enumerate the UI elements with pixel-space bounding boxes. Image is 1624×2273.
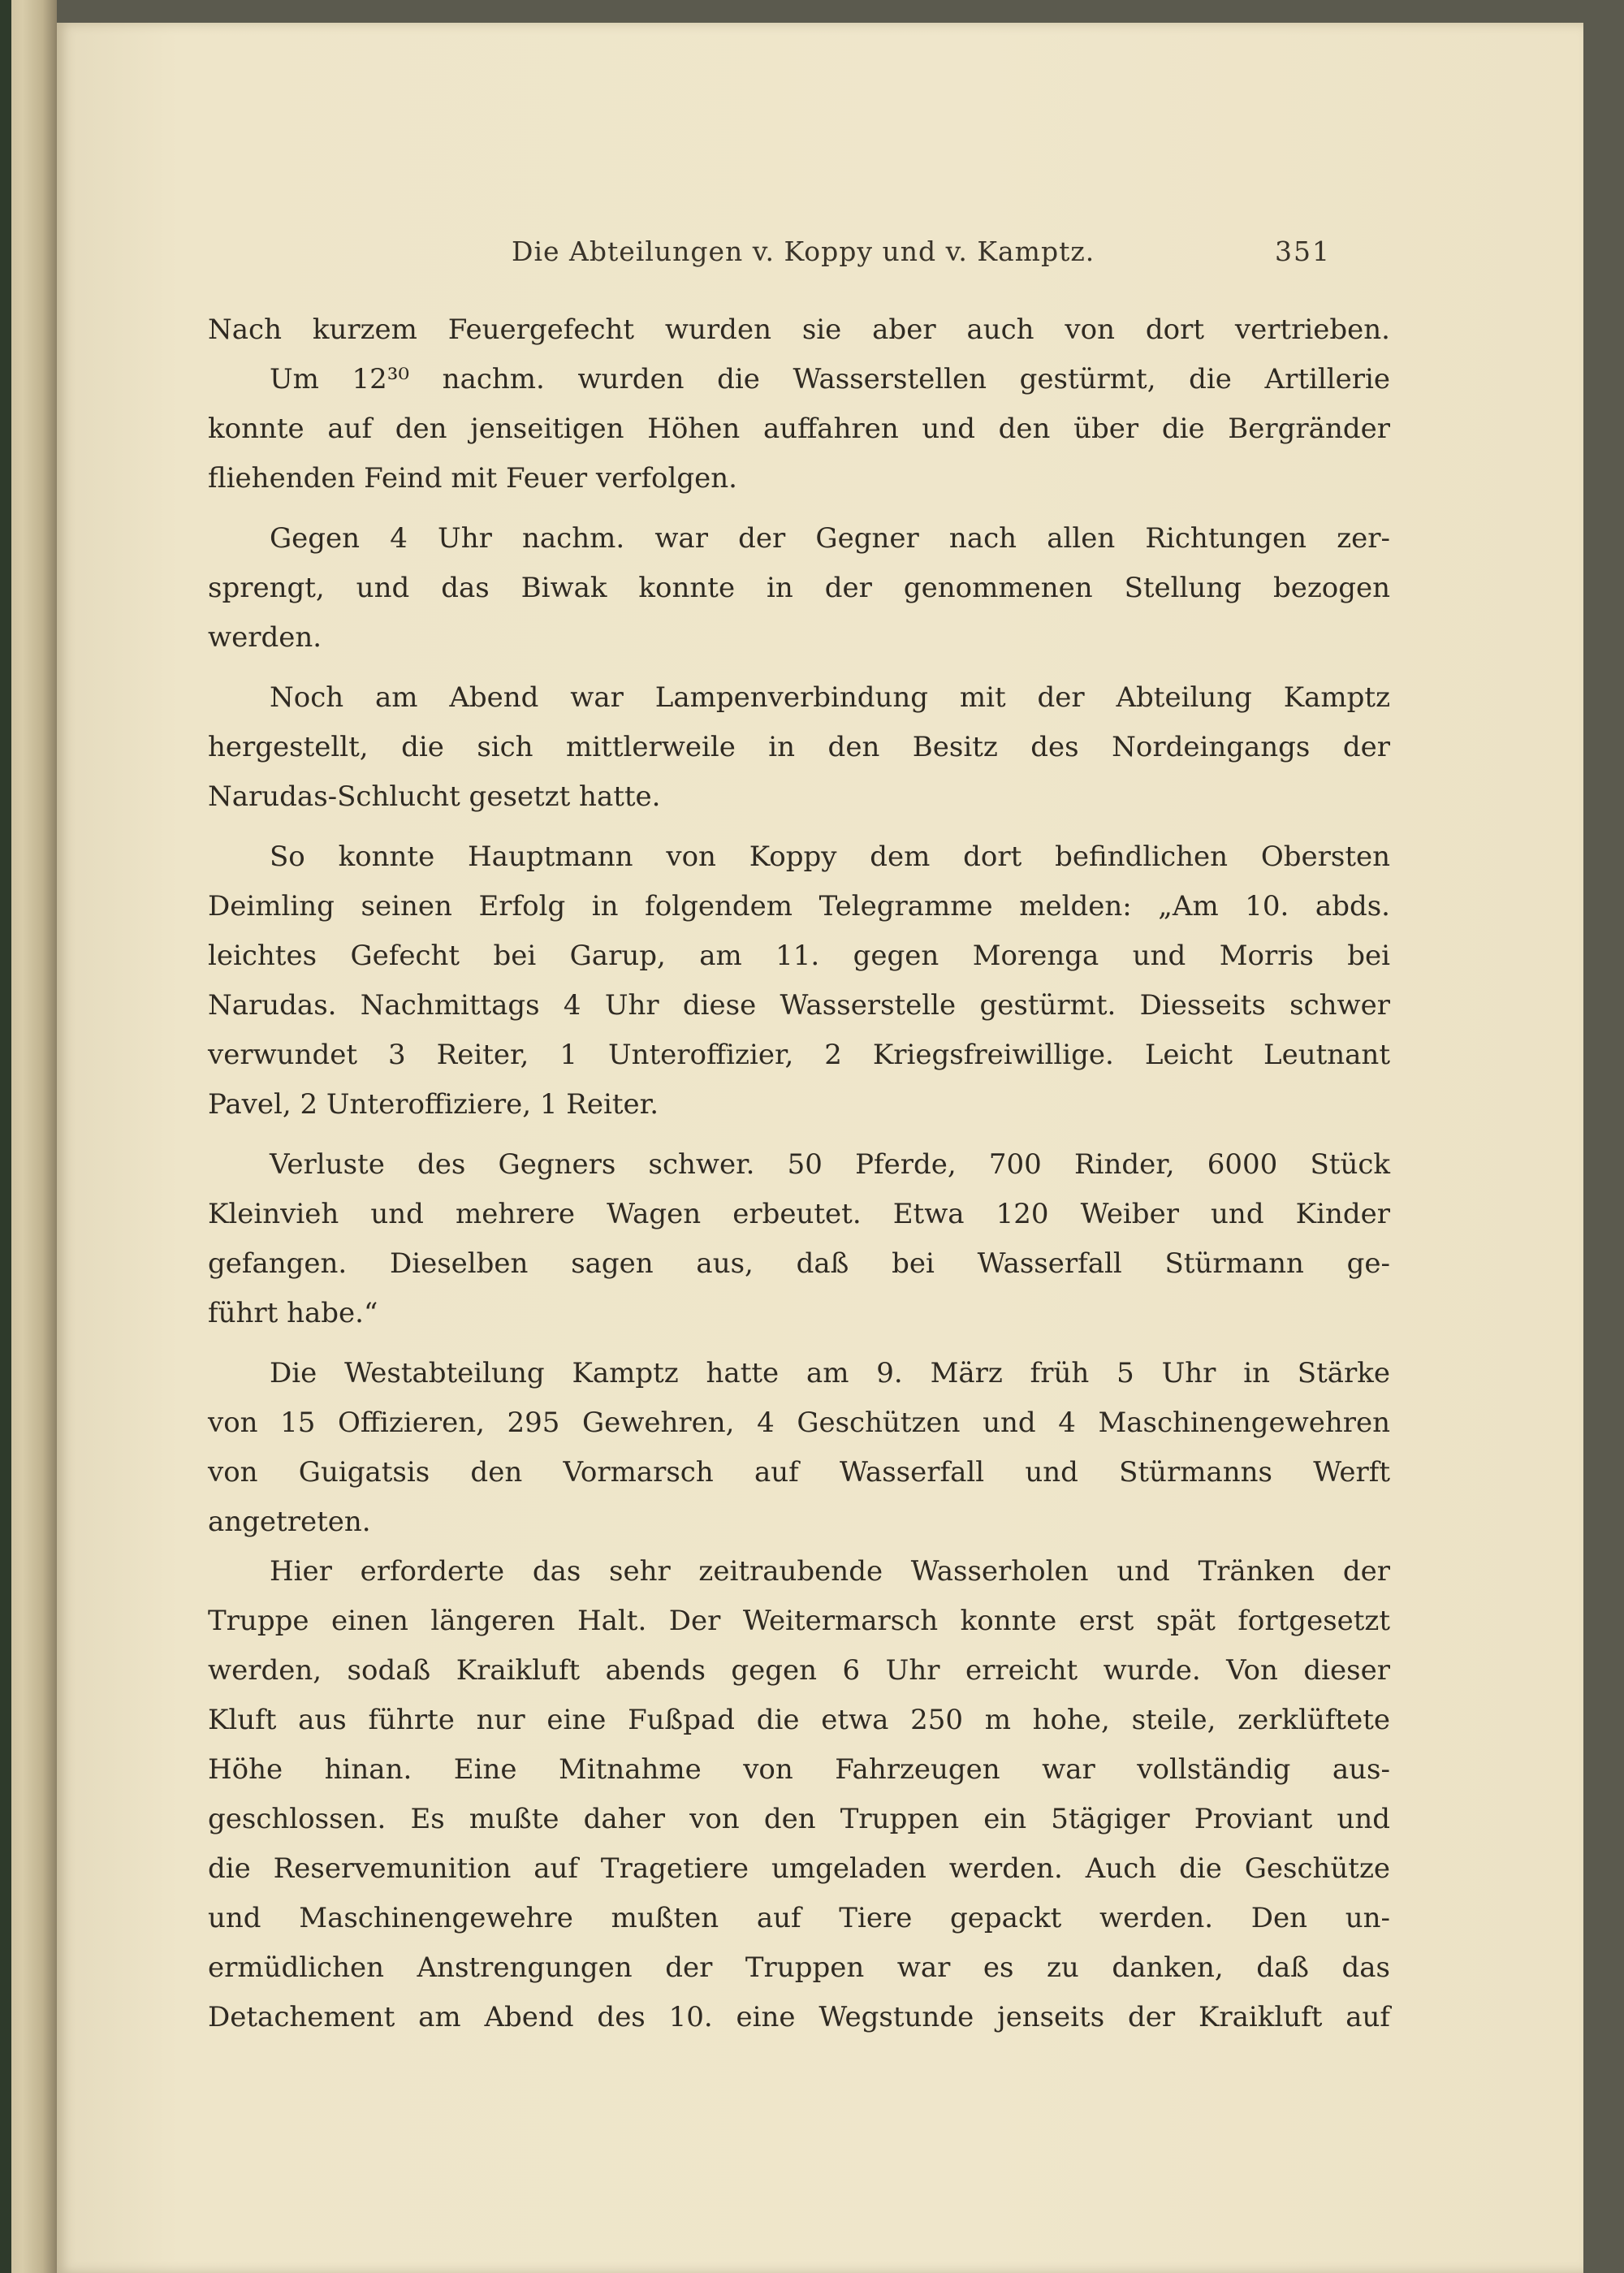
body-text <box>208 305 1390 2042</box>
page-number: 351 <box>1275 236 1331 267</box>
text-line: Um 12³⁰ nachm. wurden die Wasserstellen gestürmt, die Artillerie <box>270 363 1390 395</box>
binding-strip <box>0 0 11 2273</box>
book-page <box>57 23 1583 2273</box>
text-line: werden, sodaß Kraikluft abends gegen 6 Uhr erreicht wurde. Von dieser <box>208 1654 1390 1687</box>
text-line: konnte auf den jenseitigen Höhen auffahren und den über die Bergränder <box>208 413 1390 445</box>
text-line: Die Westabteilung Kamptz hatte am 9. März früh 5 Uhr in Stärke <box>270 1357 1390 1389</box>
text-line: angetreten. <box>208 1506 371 1538</box>
text-line: Höhe hinan. Eine Mitnahme von Fahrzeugen war vollständig aus- <box>208 1753 1390 1786</box>
text-line: und Maschinengewehre mußten auf Tiere gepackt werden. Den un- <box>208 1902 1390 1934</box>
running-head <box>57 236 1583 284</box>
text-line: Hier erforderte das sehr zeitraubende Wasserholen und Tränken der <box>270 1555 1390 1588</box>
text-line: Detachement am Abend des 10. eine Wegstunde jenseits der Kraikluft auf <box>208 2001 1390 2033</box>
text-line: werden. <box>208 621 322 654</box>
text-line: Gegen 4 Uhr nachm. war der Gegner nach allen Richtungen zer- <box>270 522 1390 555</box>
text-line: Deimling seinen Erfolg in folgendem Telegramme melden: „Am 10. abds. <box>208 890 1390 923</box>
text-line: von Guigatsis den Vormarsch auf Wasserfall und Stürmanns Werft <box>208 1456 1390 1489</box>
text-line: ermüdlichen Anstrengungen der Truppen war es zu danken, daß das <box>208 1951 1390 1984</box>
text-line: leichtes Gefecht bei Garup, am 11. gegen Morenga und Morris bei <box>208 940 1390 972</box>
text-line: Verluste des Gegners schwer. 50 Pferde, 700 Rinder, 6000 Stück <box>270 1148 1390 1181</box>
book-binding-edge <box>0 0 57 2273</box>
text-line: sprengt, und das Biwak konnte in der genommenen Stellung bezogen <box>208 572 1390 604</box>
text-line: hergestellt, die sich mittlerweile in den Besitz des Nordeingangs der <box>208 731 1390 763</box>
text-line: Kluft aus führte nur eine Fußpad die etwa 250 m hohe, steile, zerklüftete <box>208 1704 1390 1736</box>
text-line: Narudas-Schlucht gesetzt hatte. <box>208 780 661 813</box>
text-line: So konnte Hauptmann von Koppy dem dort befindlichen Obersten <box>270 840 1390 873</box>
text-line: die Reservemunition auf Tragetiere umgeladen werden. Auch die Geschütze <box>208 1852 1390 1885</box>
text-line: gefangen. Dieselben sagen aus, daß bei Wasserfall Stürmann ge- <box>208 1247 1390 1280</box>
text-line: führt habe.“ <box>208 1297 378 1329</box>
text-line: geschlossen. Es mußte daher von den Truppen ein 5tägiger Proviant und <box>208 1803 1390 1835</box>
text-line: von 15 Offizieren, 295 Gewehren, 4 Geschützen und 4 Maschinengewehren <box>208 1407 1390 1439</box>
running-head-title: Die Abteilungen v. Koppy und v. Kamptz. <box>512 236 1095 267</box>
text-line: verwundet 3 Reiter, 1 Unteroffizier, 2 Kriegsfreiwillige. Leicht Leutnant <box>208 1039 1390 1071</box>
text-line: Noch am Abend war Lampenverbindung mit der Abteilung Kamptz <box>270 681 1390 714</box>
text-line: Pavel, 2 Unteroffiziere, 1 Reiter. <box>208 1088 659 1121</box>
text-line: Nach kurzem Feuergefecht wurden sie aber auch von dort vertrieben. <box>208 313 1390 346</box>
text-line: fliehenden Feind mit Feuer verfolgen. <box>208 462 737 495</box>
text-line: Truppe einen längeren Halt. Der Weitermarsch konnte erst spät fortgesetzt <box>208 1605 1390 1637</box>
text-line: Narudas. Nachmittags 4 Uhr diese Wasserstelle gestürmt. Diesseits schwer <box>208 989 1390 1022</box>
text-line: Kleinvieh und mehrere Wagen erbeutet. Etwa 120 Weiber und Kinder <box>208 1198 1390 1230</box>
